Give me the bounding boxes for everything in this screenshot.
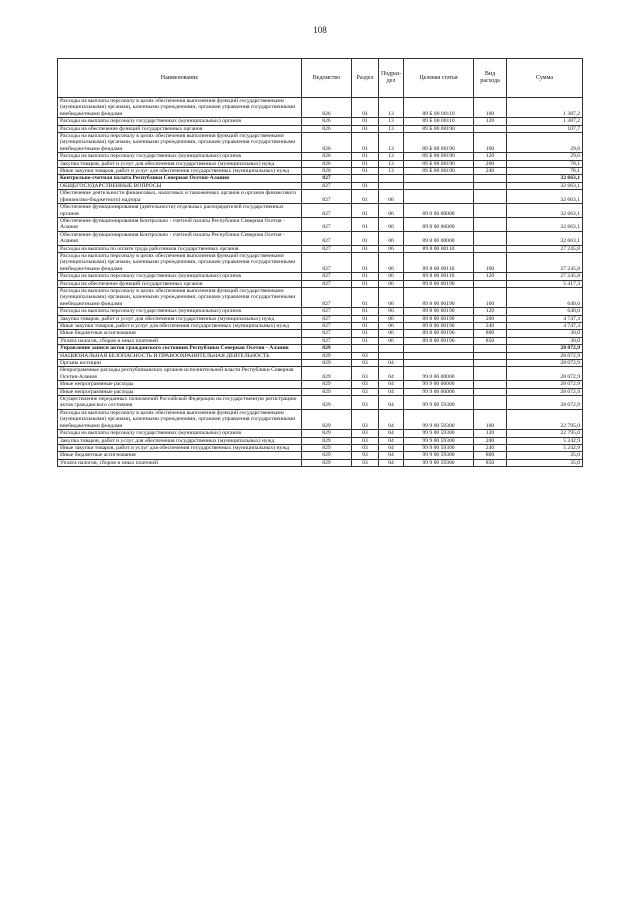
cell-vid: 850 bbox=[474, 459, 507, 466]
cell-sum: 4 747,3 bbox=[507, 315, 583, 322]
cell-razd: 01 bbox=[352, 98, 379, 118]
cell-pod: 06 bbox=[379, 330, 404, 337]
cell-sum: 1 387,2 bbox=[507, 118, 583, 125]
cell-name: Иные закупки товаров, работ и услуг для обеспечения государственных (муниципальных) нужд bbox=[58, 323, 302, 330]
cell-razd: 01 bbox=[352, 323, 379, 330]
cell-sum: 78,1 bbox=[507, 160, 583, 167]
cell-razd: 01 bbox=[352, 217, 379, 231]
table-row bbox=[58, 360, 583, 367]
cell-pod: 06 bbox=[379, 204, 404, 218]
cell-sum: 1 387,2 bbox=[507, 98, 583, 118]
cell-pod: 04 bbox=[379, 437, 404, 444]
cell-pod: 13 bbox=[379, 160, 404, 167]
cell-sum: 28 072,9 bbox=[507, 360, 583, 367]
cell-name: Расходы на выплаты по оплате труда работников государственных органов bbox=[58, 245, 302, 252]
cell-pod: 06 bbox=[379, 308, 404, 315]
cell-cel: 99 0 00 00000 bbox=[404, 367, 474, 381]
table-row bbox=[58, 204, 583, 218]
cell-sum: 5 242,9 bbox=[507, 437, 583, 444]
cell-ved: 827 bbox=[302, 273, 352, 280]
cell-razd: 03 bbox=[352, 388, 379, 395]
cell-razd: 01 bbox=[352, 118, 379, 125]
cell-cel: 89 8 00 00190 bbox=[404, 287, 474, 307]
cell-sum: 4 747,3 bbox=[507, 323, 583, 330]
cell-cel: 99 9 00 59300 bbox=[404, 444, 474, 451]
cell-razd: 01 bbox=[352, 160, 379, 167]
cell-sum: 32 663,1 bbox=[507, 190, 583, 204]
cell-name: Органы юстиции bbox=[58, 360, 302, 367]
table-row bbox=[58, 345, 583, 352]
table-row bbox=[58, 280, 583, 287]
cell-razd: 01 bbox=[352, 273, 379, 280]
cell-ved: 826 bbox=[302, 153, 352, 160]
cell-name: Иные закупки товаров, работ и услуг для обеспечения государственных (муниципальных) нужд bbox=[58, 168, 302, 175]
cell-sum: 27 245,8 bbox=[507, 273, 583, 280]
cell-cel: 99 9 00 59300 bbox=[404, 396, 474, 410]
cell-cel: 89 Б 00 00110 bbox=[404, 118, 474, 125]
page-number: 108 bbox=[313, 25, 327, 35]
cell-vid bbox=[474, 388, 507, 395]
cell-sum: 22 795,0 bbox=[507, 409, 583, 429]
cell-vid bbox=[474, 352, 507, 359]
cell-vid: 240 bbox=[474, 444, 507, 451]
cell-vid: 120 bbox=[474, 430, 507, 437]
cell-ved: 826 bbox=[302, 160, 352, 167]
cell-ved: 827 bbox=[302, 231, 352, 245]
cell-ved: 827 bbox=[302, 330, 352, 337]
cell-name: Закупка товаров, работ и услуг для обеспечения государственных (муниципальных) нужд bbox=[58, 437, 302, 444]
cell-name: Расходы на обеспечение функций государственных органов bbox=[58, 280, 302, 287]
table-row bbox=[58, 98, 583, 118]
cell-pod: 06 bbox=[379, 252, 404, 272]
cell-sum: 30,0 bbox=[507, 330, 583, 337]
cell-ved: 827 bbox=[302, 204, 352, 218]
cell-razd: 01 bbox=[352, 153, 379, 160]
table-row bbox=[58, 118, 583, 125]
cell-pod: 13 bbox=[379, 118, 404, 125]
cell-vid bbox=[474, 190, 507, 204]
table-row bbox=[58, 287, 583, 307]
cell-razd: 03 bbox=[352, 381, 379, 388]
cell-ved: 827 bbox=[302, 182, 352, 189]
table-row bbox=[58, 396, 583, 410]
cell-ved: 829 bbox=[302, 444, 352, 451]
cell-sum: 28 072,9 bbox=[507, 367, 583, 381]
cell-pod: 06 bbox=[379, 231, 404, 245]
table-row bbox=[58, 252, 583, 272]
cell-razd bbox=[352, 345, 379, 352]
cell-razd: 03 bbox=[352, 437, 379, 444]
cell-sum: 32 663,1 bbox=[507, 182, 583, 189]
cell-ved: 829 bbox=[302, 459, 352, 466]
cell-sum: 29,6 bbox=[507, 133, 583, 153]
cell-sum: 78,1 bbox=[507, 168, 583, 175]
cell-razd: 01 bbox=[352, 190, 379, 204]
cell-pod: 04 bbox=[379, 459, 404, 466]
cell-ved: 829 bbox=[302, 345, 352, 352]
cell-razd: 01 bbox=[352, 287, 379, 307]
table-row bbox=[58, 231, 583, 245]
cell-vid: 200 bbox=[474, 315, 507, 322]
table-row bbox=[58, 388, 583, 395]
table-row bbox=[58, 381, 583, 388]
cell-pod: 04 bbox=[379, 396, 404, 410]
cell-vid bbox=[474, 231, 507, 245]
cell-ved: 827 bbox=[302, 175, 352, 182]
header-cel: Целевая статья bbox=[404, 59, 474, 98]
cell-ved: 829 bbox=[302, 381, 352, 388]
cell-name: Расходы на выплаты персоналу в целях обеспечения выполнения функций государственными (муниципальными) органами, казенными учреждениями, органами управления государственными внебюджетными фондами bbox=[58, 287, 302, 307]
cell-razd: 01 bbox=[352, 337, 379, 344]
cell-cel: 89 8 00 00110 bbox=[404, 245, 474, 252]
cell-pod: 04 bbox=[379, 367, 404, 381]
cell-ved: 826 bbox=[302, 125, 352, 132]
cell-cel: 89 8 00 00190 bbox=[404, 280, 474, 287]
cell-sum: 22 795,0 bbox=[507, 430, 583, 437]
table-row bbox=[58, 330, 583, 337]
cell-vid bbox=[474, 381, 507, 388]
cell-name: Расходы на обеспечение функций государственных органов bbox=[58, 125, 302, 132]
header-vid: Вид расхода bbox=[474, 59, 507, 98]
cell-vid: 800 bbox=[474, 330, 507, 337]
cell-name: Иные бюджетные ассигнования bbox=[58, 330, 302, 337]
cell-pod: 06 bbox=[379, 323, 404, 330]
cell-razd: 01 bbox=[352, 168, 379, 175]
cell-ved: 827 bbox=[302, 308, 352, 315]
cell-cel: 99 9 00 00000 bbox=[404, 388, 474, 395]
cell-name: Непрограммные расходы республиканских органов исполнительной власти Республики Северная Осетия-Алания bbox=[58, 367, 302, 381]
cell-pod: 06 bbox=[379, 190, 404, 204]
cell-cel: 89 0 00 00000 bbox=[404, 204, 474, 218]
budget-table bbox=[57, 58, 583, 467]
cell-cel: 89 Б 00 00190 bbox=[404, 160, 474, 167]
cell-cel: 89 8 00 00190 bbox=[404, 330, 474, 337]
cell-sum: 32 663,1 bbox=[507, 217, 583, 231]
cell-razd: 01 bbox=[352, 245, 379, 252]
cell-cel: 89 8 00 00000 bbox=[404, 231, 474, 245]
table-row bbox=[58, 133, 583, 153]
cell-vid bbox=[474, 360, 507, 367]
table-header-row bbox=[58, 59, 583, 98]
table-row bbox=[58, 273, 583, 280]
cell-ved: 827 bbox=[302, 245, 352, 252]
cell-name: Обеспечение деятельности финансовых, налоговых и таможенных органов и органов финансового (финансово-бюджетного) надзора bbox=[58, 190, 302, 204]
cell-vid bbox=[474, 204, 507, 218]
cell-vid: 120 bbox=[474, 273, 507, 280]
cell-name: Закупка товаров, работ и услуг для обеспечения государственных (муниципальных) нужд bbox=[58, 160, 302, 167]
cell-vid: 100 bbox=[474, 133, 507, 153]
cell-name: Расходы на выплаты персоналу государственных (муниципальных) органов bbox=[58, 308, 302, 315]
table-row bbox=[58, 168, 583, 175]
cell-vid: 240 bbox=[474, 323, 507, 330]
cell-ved: 829 bbox=[302, 367, 352, 381]
cell-sum: 32 663,1 bbox=[507, 204, 583, 218]
cell-razd: 03 bbox=[352, 409, 379, 429]
cell-name: Расходы на выплаты персоналу в целях обеспечения выполнения функций государственными (муниципальными) органами, казенными учреждениями, органами управления государственными внебюджетными фондами bbox=[58, 98, 302, 118]
cell-cel: 99 9 00 59300 bbox=[404, 430, 474, 437]
cell-vid bbox=[474, 280, 507, 287]
header-ved: Ведомство bbox=[302, 59, 352, 98]
cell-ved: 827 bbox=[302, 287, 352, 307]
cell-ved: 826 bbox=[302, 168, 352, 175]
table-row bbox=[58, 352, 583, 359]
cell-pod: 06 bbox=[379, 280, 404, 287]
cell-pod bbox=[379, 345, 404, 352]
cell-ved: 829 bbox=[302, 360, 352, 367]
cell-cel: 89 Б 00 00190 bbox=[404, 153, 474, 160]
table-row bbox=[58, 430, 583, 437]
cell-sum: 35,0 bbox=[507, 452, 583, 459]
cell-razd: 03 bbox=[352, 459, 379, 466]
cell-name: Уплата налогов, сборов и иных платежей bbox=[58, 459, 302, 466]
cell-razd: 01 bbox=[352, 315, 379, 322]
cell-pod: 06 bbox=[379, 337, 404, 344]
table-row bbox=[58, 323, 583, 330]
cell-ved: 826 bbox=[302, 133, 352, 153]
cell-ved: 829 bbox=[302, 437, 352, 444]
cell-vid: 850 bbox=[474, 337, 507, 344]
cell-vid: 120 bbox=[474, 153, 507, 160]
cell-ved: 829 bbox=[302, 388, 352, 395]
cell-sum: 5 242,9 bbox=[507, 444, 583, 451]
cell-ved: 827 bbox=[302, 190, 352, 204]
cell-sum: 640,0 bbox=[507, 308, 583, 315]
cell-vid: 100 bbox=[474, 287, 507, 307]
cell-razd: 03 bbox=[352, 396, 379, 410]
cell-ved: 827 bbox=[302, 252, 352, 272]
table-row bbox=[58, 175, 583, 182]
cell-pod: 06 bbox=[379, 217, 404, 231]
cell-vid bbox=[474, 345, 507, 352]
cell-pod: 06 bbox=[379, 273, 404, 280]
table-body bbox=[58, 98, 583, 467]
cell-pod: 04 bbox=[379, 409, 404, 429]
cell-ved: 829 bbox=[302, 430, 352, 437]
cell-pod: 06 bbox=[379, 287, 404, 307]
table-row bbox=[58, 182, 583, 189]
cell-razd: 03 bbox=[352, 430, 379, 437]
cell-name: Иные бюджетные ассигнования bbox=[58, 452, 302, 459]
cell-name: Обеспечение функционирования Контрольно - счетной палаты Республики Северная Осетия - Алания bbox=[58, 231, 302, 245]
cell-razd: 03 bbox=[352, 367, 379, 381]
cell-cel: 99 9 00 59300 bbox=[404, 437, 474, 444]
header-name: Наименование bbox=[58, 59, 302, 98]
cell-sum: 27 245,8 bbox=[507, 245, 583, 252]
cell-ved: 829 bbox=[302, 409, 352, 429]
cell-sum: 27 245,8 bbox=[507, 252, 583, 272]
cell-sum: 640,0 bbox=[507, 287, 583, 307]
cell-cel: 89 Б 00 00190 bbox=[404, 168, 474, 175]
cell-vid: 200 bbox=[474, 160, 507, 167]
cell-vid bbox=[474, 396, 507, 410]
cell-vid: 800 bbox=[474, 452, 507, 459]
cell-name: Расходы на выплаты персоналу в целях обеспечения выполнения функций государственными (муниципальными) органами, казенными учреждениями, органами управления государственными внебюджетными фондами bbox=[58, 409, 302, 429]
cell-cel: 89 Б 00 00190 bbox=[404, 133, 474, 153]
cell-razd: 01 bbox=[352, 330, 379, 337]
cell-cel: 89 Б 00 00110 bbox=[404, 98, 474, 118]
cell-pod: 13 bbox=[379, 153, 404, 160]
cell-pod: 04 bbox=[379, 388, 404, 395]
table-row bbox=[58, 245, 583, 252]
cell-pod: 04 bbox=[379, 452, 404, 459]
cell-pod bbox=[379, 175, 404, 182]
cell-vid bbox=[474, 217, 507, 231]
cell-ved: 829 bbox=[302, 452, 352, 459]
cell-vid bbox=[474, 182, 507, 189]
cell-sum: 5 417,3 bbox=[507, 280, 583, 287]
cell-name: Расходы на выплаты персоналу государственных (муниципальных) органов bbox=[58, 430, 302, 437]
table-row bbox=[58, 409, 583, 429]
cell-sum: 32 663,1 bbox=[507, 231, 583, 245]
cell-pod: 04 bbox=[379, 444, 404, 451]
cell-cel: 99 9 00 00000 bbox=[404, 381, 474, 388]
cell-pod: 13 bbox=[379, 125, 404, 132]
cell-sum: 28 072,9 bbox=[507, 396, 583, 410]
cell-name: НАЦИОНАЛЬНАЯ БЕЗОПАСНОСТЬ И ПРАВООХРАНИТЕЛЬНАЯ ДЕЯТЕЛЬНОСТЬ bbox=[58, 352, 302, 359]
cell-name: Иные закупки товаров, работ и услуг для обеспечения государственных (муниципальных) нужд bbox=[58, 444, 302, 451]
cell-ved: 826 bbox=[302, 118, 352, 125]
cell-pod: 04 bbox=[379, 430, 404, 437]
cell-ved: 827 bbox=[302, 315, 352, 322]
cell-name: Уплата налогов, сборов и иных платежей bbox=[58, 337, 302, 344]
cell-pod bbox=[379, 352, 404, 359]
table-row bbox=[58, 160, 583, 167]
table-row bbox=[58, 367, 583, 381]
cell-pod: 13 bbox=[379, 168, 404, 175]
cell-name: Обеспечение функционирования Контрольно - счетной палаты Республики Северная Осетия - Алания bbox=[58, 217, 302, 231]
cell-ved: 827 bbox=[302, 337, 352, 344]
cell-cel: 89 8 00 00110 bbox=[404, 252, 474, 272]
cell-name: Расходы на выплаты персоналу государственных (муниципальных) органов bbox=[58, 118, 302, 125]
cell-name: Управление записи актов гражданского состояния Республики Северная Осетия - Алания bbox=[58, 345, 302, 352]
cell-vid bbox=[474, 125, 507, 132]
table-row bbox=[58, 437, 583, 444]
header-pod: Подраз- дел bbox=[379, 59, 404, 98]
cell-razd: 01 bbox=[352, 182, 379, 189]
cell-name: ОБЩЕГОСУДАРСТВЕННЫЕ ВОПРОСЫ bbox=[58, 182, 302, 189]
table-row bbox=[58, 459, 583, 466]
cell-ved: 827 bbox=[302, 217, 352, 231]
cell-ved: 829 bbox=[302, 396, 352, 410]
header-sum: Сумма bbox=[507, 59, 583, 98]
cell-cel bbox=[404, 360, 474, 367]
cell-vid: 100 bbox=[474, 98, 507, 118]
cell-name: Контрольно-счетная палата Республики Северная Осетия-Алания bbox=[58, 175, 302, 182]
cell-ved: 829 bbox=[302, 352, 352, 359]
cell-vid: 100 bbox=[474, 409, 507, 429]
cell-name: Обеспечение функционирования (деятельности) отдельных распорядителей государственных органов bbox=[58, 204, 302, 218]
table-row bbox=[58, 190, 583, 204]
header-razd: Раздел bbox=[352, 59, 379, 98]
cell-cel: 89 8 00 00190 bbox=[404, 315, 474, 322]
table-row bbox=[58, 337, 583, 344]
cell-cel: 99 9 00 59300 bbox=[404, 409, 474, 429]
cell-name: Иные непрограммные расходы bbox=[58, 388, 302, 395]
cell-vid: 200 bbox=[474, 437, 507, 444]
cell-ved: 827 bbox=[302, 280, 352, 287]
cell-cel: 89 8 00 00190 bbox=[404, 337, 474, 344]
cell-razd: 03 bbox=[352, 360, 379, 367]
cell-razd: 03 bbox=[352, 452, 379, 459]
cell-cel bbox=[404, 175, 474, 182]
cell-pod: 13 bbox=[379, 98, 404, 118]
table-row bbox=[58, 217, 583, 231]
cell-razd: 01 bbox=[352, 252, 379, 272]
cell-name: Расходы на выплаты персоналу в целях обеспечения выполнения функций государственными (муниципальными) органами, казенными учреждениями, органами управления государственными внебюджетными фондами bbox=[58, 252, 302, 272]
table-row bbox=[58, 308, 583, 315]
cell-cel: 99 9 00 59300 bbox=[404, 452, 474, 459]
cell-pod: 04 bbox=[379, 381, 404, 388]
cell-name: Расходы на выплаты персоналу государственных (муниципальных) органов bbox=[58, 273, 302, 280]
cell-cel: 89 8 00 00190 bbox=[404, 323, 474, 330]
cell-cel: 89 8 00 00110 bbox=[404, 273, 474, 280]
table-row bbox=[58, 444, 583, 451]
cell-sum: 28 072,9 bbox=[507, 352, 583, 359]
table-row bbox=[58, 153, 583, 160]
cell-sum: 32 663,1 bbox=[507, 175, 583, 182]
cell-sum: 29,6 bbox=[507, 153, 583, 160]
cell-cel bbox=[404, 182, 474, 189]
table-row bbox=[58, 315, 583, 322]
cell-vid: 120 bbox=[474, 308, 507, 315]
cell-razd: 01 bbox=[352, 308, 379, 315]
cell-vid: 240 bbox=[474, 168, 507, 175]
cell-cel bbox=[404, 190, 474, 204]
cell-sum: 28 072,9 bbox=[507, 388, 583, 395]
table-row bbox=[58, 452, 583, 459]
cell-ved: 827 bbox=[302, 323, 352, 330]
cell-vid: 100 bbox=[474, 252, 507, 272]
cell-vid bbox=[474, 175, 507, 182]
cell-razd: 03 bbox=[352, 352, 379, 359]
cell-razd: 01 bbox=[352, 204, 379, 218]
cell-pod: 13 bbox=[379, 133, 404, 153]
cell-sum: 35,0 bbox=[507, 459, 583, 466]
cell-sum: 28 072,9 bbox=[507, 381, 583, 388]
cell-sum: 28 072,9 bbox=[507, 345, 583, 352]
cell-razd: 01 bbox=[352, 125, 379, 132]
cell-sum: 30,0 bbox=[507, 337, 583, 344]
cell-ved: 826 bbox=[302, 98, 352, 118]
cell-name: Расходы на выплаты персоналу в целях обеспечения выполнения функций государственными (муниципальными) органами, казенными учреждениями, органами управления государственными внебюджетными фондами bbox=[58, 133, 302, 153]
cell-name: Закупка товаров, работ и услуг для обеспечения государственных (муниципальных) нужд bbox=[58, 315, 302, 322]
cell-pod: 04 bbox=[379, 360, 404, 367]
cell-cel bbox=[404, 345, 474, 352]
cell-sum: 107,7 bbox=[507, 125, 583, 132]
cell-pod: 06 bbox=[379, 245, 404, 252]
cell-cel: 89 8 00 00000 bbox=[404, 217, 474, 231]
cell-vid bbox=[474, 367, 507, 381]
cell-pod: 06 bbox=[379, 315, 404, 322]
cell-name: Иные непрограммные расходы bbox=[58, 381, 302, 388]
cell-cel: 99 9 00 59300 bbox=[404, 459, 474, 466]
cell-pod bbox=[379, 182, 404, 189]
cell-cel: 89 8 00 00190 bbox=[404, 308, 474, 315]
table-row bbox=[58, 125, 583, 132]
cell-razd: 01 bbox=[352, 280, 379, 287]
cell-razd: 03 bbox=[352, 444, 379, 451]
cell-name: Расходы на выплаты персоналу государственных (муниципальных) органов bbox=[58, 153, 302, 160]
cell-razd bbox=[352, 175, 379, 182]
cell-cel bbox=[404, 352, 474, 359]
cell-cel: 89 Б 00 00190 bbox=[404, 125, 474, 132]
cell-razd: 01 bbox=[352, 133, 379, 153]
cell-vid: 120 bbox=[474, 118, 507, 125]
cell-name: Осуществление переданных полномочий Российской Федерации на государственную регистрацию актов гражданского состояния bbox=[58, 396, 302, 410]
cell-vid bbox=[474, 245, 507, 252]
cell-razd: 01 bbox=[352, 231, 379, 245]
